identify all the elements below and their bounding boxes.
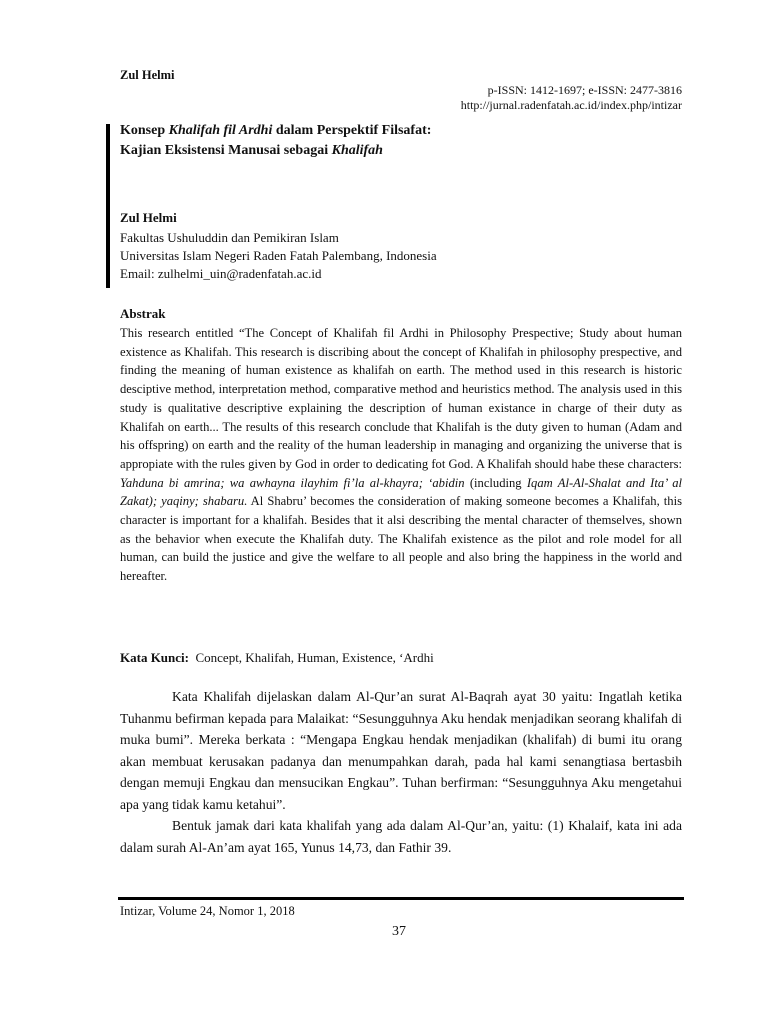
keywords xyxy=(120,650,434,666)
author-name: Zul Helmi xyxy=(120,210,177,225)
abstract-italic-text: Iqam Al-Al-Shalat and Ita’ al Zakat); yaqiny; shabaru. xyxy=(120,475,682,509)
author-email[interactable]: Email: zulhelmi_uin@radenfatah.ac.id xyxy=(120,266,322,281)
page-number: 37 xyxy=(392,924,406,939)
abstract-text: This research entitled “The Concept of Khalifah fil Ardhi in Philosophy Prespective; Study about human existence as Khalifah. This research is discribing about the concept of Khalifah in philosophy prespective, and finding the meaning of human existence as khalifah on earth. The method used in this research is historic desciptive method, interpretation method, comparative method and heuristics method. The analysis used in this study is qualitative descriptive explaining the description of human existance in charge of their duty as Khalifah on earth... The results of this research conclude that Khalifah is the duty given to human (Adam and his offspring) on earth and the reality of the human leadership in managing and organizing the universe that is appropiate with the rules given by God in order to dedicating fot God. A Khalifah should habe these characters: xyxy=(120,326,682,471)
body-text xyxy=(120,686,682,858)
footer-journal-info: Intizar, Volume 24, Nomor 1, 2018 xyxy=(120,904,295,918)
footer-rule xyxy=(118,897,684,900)
abstract-text: (including xyxy=(464,475,527,490)
title-text: dalam Perspektif Filsafat: xyxy=(272,123,432,138)
body-paragraph: Bentuk jamak dari kata khalifah yang ada dalam Al-Qur’an, yaitu: (1) Khalaif, kata ini ada dalam surah Al-An’am ayat 165, Yunus 14,73, dan Fathir 39. xyxy=(120,818,682,855)
article-title-line-2 xyxy=(120,143,383,159)
running-head-author: Zul Helmi xyxy=(120,68,175,82)
keywords-label: Kata Kunci: xyxy=(120,650,189,665)
keywords-value: Concept, Khalifah, Human, Existence, ‘Ardhi xyxy=(195,650,434,665)
body-paragraph: Kata Khalifah dijelaskan dalam Al-Qur’an surat Al-Baqrah ayat 30 yaitu: Ingatlah ketika Tuhanmu befirman kepada para Malaikat: “Sesungguhnya Aku hendak menjadikan seorang khalifah di muka bumi”. Mereka berkata : “Mengapa Engkau hendak menjadikan (khalifah) di bumi itu orang akan membuat kerusakan padanya dan menumpahkan darah, pada hal kami senangtiasa bertasbih dengan memuji Engkau dan mensucikan Engkau”. Tuhan berfirman: “Sesungguhnya Aku mengetahui apa yang tidak kamu ketahui”. xyxy=(120,689,682,812)
journal-url[interactable]: http://jurnal.radenfatah.ac.id/index.php/intizar xyxy=(460,98,682,112)
abstract-text: Al Shabru’ becomes the consideration of making someone becomes a Khalifah, this character is important for a khalifah. Besides that it alsi describing the mental character of themselves, shown as the behavior when execute the Khalifah duty. The Khalifah existence as the pilot and role model for all human, can build the justice and give the welfare to all people and also bring the happiness in the world and hereafter. xyxy=(120,494,682,584)
title-italic-text: Khalifah fil Ardhi xyxy=(168,123,273,138)
issn-line: p-ISSN: 1412-1697; e-ISSN: 2477-3816 xyxy=(487,83,682,97)
title-text: Kajian Eksistensi Manusai sebagai xyxy=(120,143,332,158)
abstract-paragraph xyxy=(120,324,682,586)
author-university: Universitas Islam Negeri Raden Fatah Palembang, Indonesia xyxy=(120,248,437,263)
abstract-body xyxy=(120,324,682,586)
author-faculty: Fakultas Ushuluddin dan Pemikiran Islam xyxy=(120,230,339,245)
abstract-heading: Abstrak xyxy=(120,306,166,321)
abstract-italic-text: Yahduna bi amrina; wa awhayna ilayhim fi’la al-khayra; ‘abidin xyxy=(120,475,465,490)
title-accent-bar xyxy=(106,124,110,288)
title-italic-text: Khalifah xyxy=(331,143,383,158)
title-text: Konsep xyxy=(120,123,169,138)
article-title-line-1 xyxy=(120,123,431,139)
